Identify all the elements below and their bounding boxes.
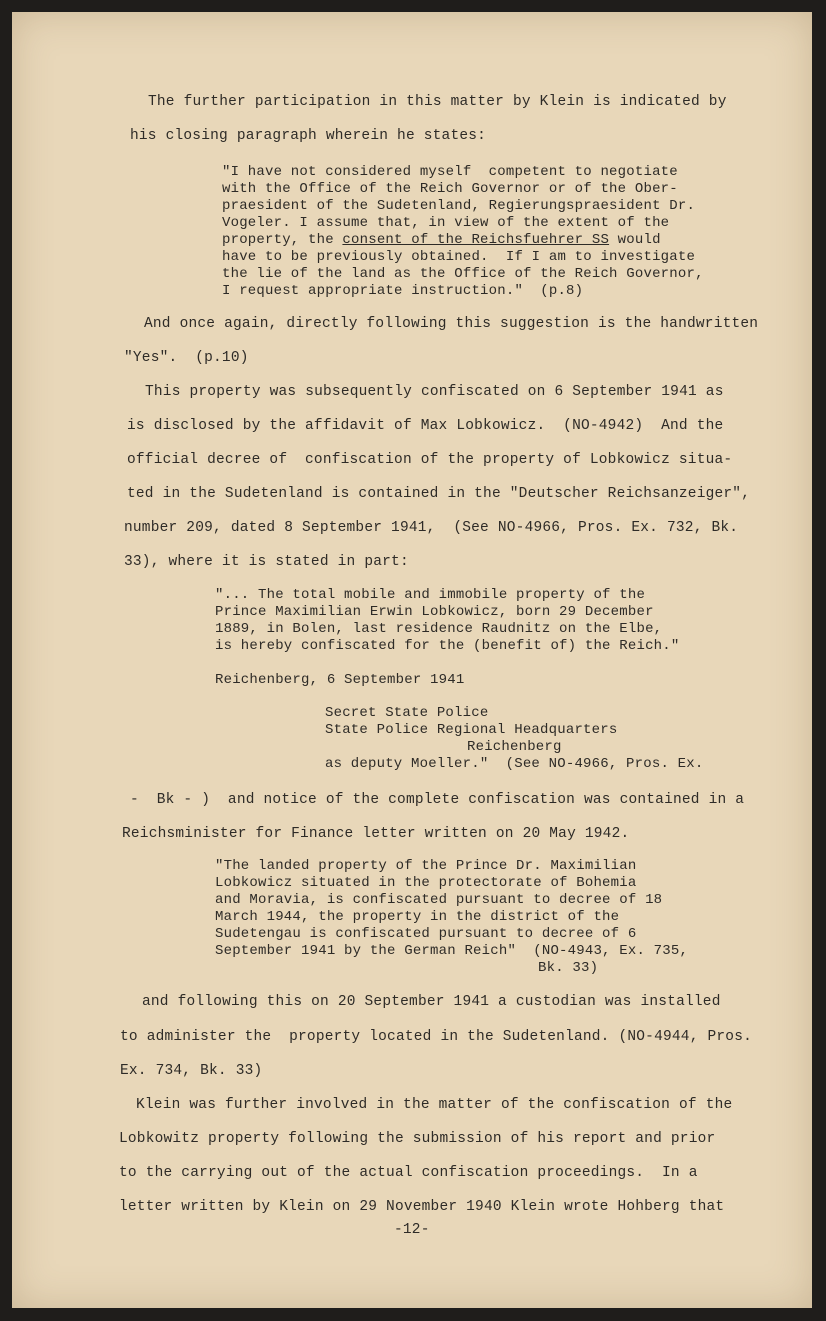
paragraph-line: his closing paragraph wherein he states: [130, 128, 487, 144]
paragraph-line: This property was subsequently confiscated on 6 September 1941 as [145, 384, 724, 400]
paragraph-line: number 209, dated 8 September 1941, (See NO-4966, Pros. Ex. 732, Bk. [124, 520, 739, 536]
page-number: -12- [394, 1222, 430, 1238]
quote-line: and Moravia, is confiscated pursuant to decree of 18 [215, 892, 663, 908]
quote-line: I request appropriate instruction." (p.8) [222, 283, 584, 299]
paragraph-line: Klein was further involved in the matter of the confiscation of the [136, 1097, 733, 1113]
paragraph-line: letter written by Klein on 29 November 1940 Klein wrote Hohberg that [119, 1199, 725, 1215]
paragraph-line: - Bk - ) and notice of the complete confiscation was contained in a [130, 792, 745, 808]
paragraph-line: ted in the Sudetenland is contained in the "Deutscher Reichsanzeiger", [127, 486, 751, 502]
quote-line: Prince Maximilian Erwin Lobkowicz, born 29 December [215, 604, 654, 620]
quote-line: Reichenberg [467, 739, 562, 755]
quote-line: Vogeler. I assume that, in view of the extent of the [222, 215, 670, 231]
document-page [12, 12, 812, 1308]
quote-line: the lie of the land as the Office of the Reich Governor, [222, 266, 704, 282]
quote-line: Sudetengau is confiscated pursuant to decree of 6 [215, 926, 637, 942]
quote-line: as deputy Moeller." (See NO-4966, Pros. Ex. [325, 756, 704, 772]
paragraph-line: Lobkowitz property following the submission of his report and prior [119, 1131, 716, 1147]
paragraph-line: 33), where it is stated in part: [124, 554, 409, 570]
quote-line: Lobkowicz situated in the protectorate of Bohemia [215, 875, 637, 891]
quote-line: "The landed property of the Prince Dr. Maximilian [215, 858, 637, 874]
quote-line: "I have not considered myself competent to negotiate [222, 164, 678, 180]
paragraph-line: Reichsminister for Finance letter written on 20 May 1942. [122, 826, 630, 842]
paragraph-line: is disclosed by the affidavit of Max Lobkowicz. (NO-4942) And the [127, 418, 724, 434]
underlined-phrase: consent of the Reichsfuehrer SS [342, 232, 610, 248]
quote-line: "... The total mobile and immobile property of the [215, 587, 646, 603]
quote-line: have to be previously obtained. If I am to investigate [222, 249, 696, 265]
paragraph-line: official decree of confiscation of the property of Lobkowicz situa- [127, 452, 733, 468]
paragraph-line: and following this on 20 September 1941 a custodian was installed [142, 994, 721, 1010]
paragraph-line: to the carrying out of the actual confiscation proceedings. In a [119, 1165, 698, 1181]
quote-line: September 1941 by the German Reich" (NO-4943, Ex. 735, [215, 943, 689, 959]
paragraph-line: to administer the property located in the Sudetenland. (NO-4944, Pros. [120, 1029, 753, 1045]
quote-line: Reichenberg, 6 September 1941 [215, 672, 465, 688]
quote-line: State Police Regional Headquarters [325, 722, 618, 738]
paragraph-line: And once again, directly following this suggestion is the handwritten [144, 316, 759, 332]
quote-line: 1889, in Bolen, last residence Raudnitz on the Elbe, [215, 621, 663, 637]
quote-line: praesident of the Sudetenland, Regierungspraesident Dr. [222, 198, 696, 214]
quote-line: March 1944, the property in the district of the [215, 909, 620, 925]
quote-line: Bk. 33) [538, 960, 599, 976]
quote-line [222, 232, 661, 248]
quote-text: would [609, 232, 661, 248]
paragraph-line: "Yes". (p.10) [124, 350, 249, 366]
quote-line: with the Office of the Reich Governor or of the Ober- [222, 181, 678, 197]
quote-line: is hereby confiscated for the (benefit of) the Reich." [215, 638, 680, 654]
quote-text: property, the [222, 232, 343, 248]
quote-line: Secret State Police [325, 705, 489, 721]
paragraph-line: Ex. 734, Bk. 33) [120, 1063, 263, 1079]
paragraph-line: The further participation in this matter by Klein is indicated by [148, 94, 727, 110]
